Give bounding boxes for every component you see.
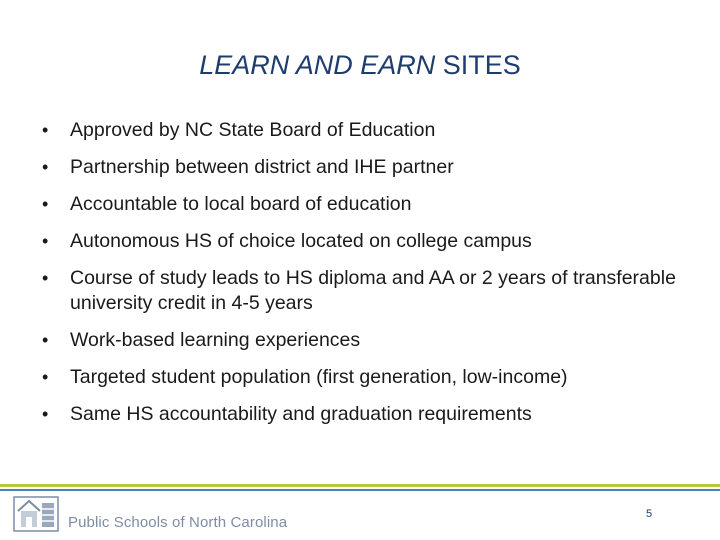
- bullet-item: • Accountable to local board of education: [42, 192, 682, 217]
- bullet-item: • Approved by NC State Board of Education: [42, 118, 682, 143]
- bullet-list: [42, 118, 682, 439]
- slide-title: [0, 50, 720, 81]
- bullet-item: • Partnership between district and IHE partner: [42, 155, 682, 180]
- footer-divider-green: [0, 484, 720, 487]
- slide-title-rest: SITES: [442, 50, 521, 80]
- slide-title-italic: LEARN AND EARN: [199, 50, 436, 80]
- bullet-item: • Targeted student population (first generation, low-income): [42, 365, 682, 390]
- footer-divider-blue: [0, 489, 720, 491]
- bullet-item: • Work-based learning experiences: [42, 328, 682, 353]
- organization-name: Public Schools of North Carolina: [68, 514, 288, 531]
- page-number: 5: [646, 508, 653, 520]
- bullet-item: • Same HS accountability and graduation requirements: [42, 402, 682, 427]
- bullet-item: • Autonomous HS of choice located on college campus: [42, 229, 682, 254]
- bullet-item: • Course of study leads to HS diploma and AA or 2 years of transferable university credit in 4-5 years: [42, 266, 682, 316]
- nc-schoolhouse-logo-icon: [12, 493, 62, 535]
